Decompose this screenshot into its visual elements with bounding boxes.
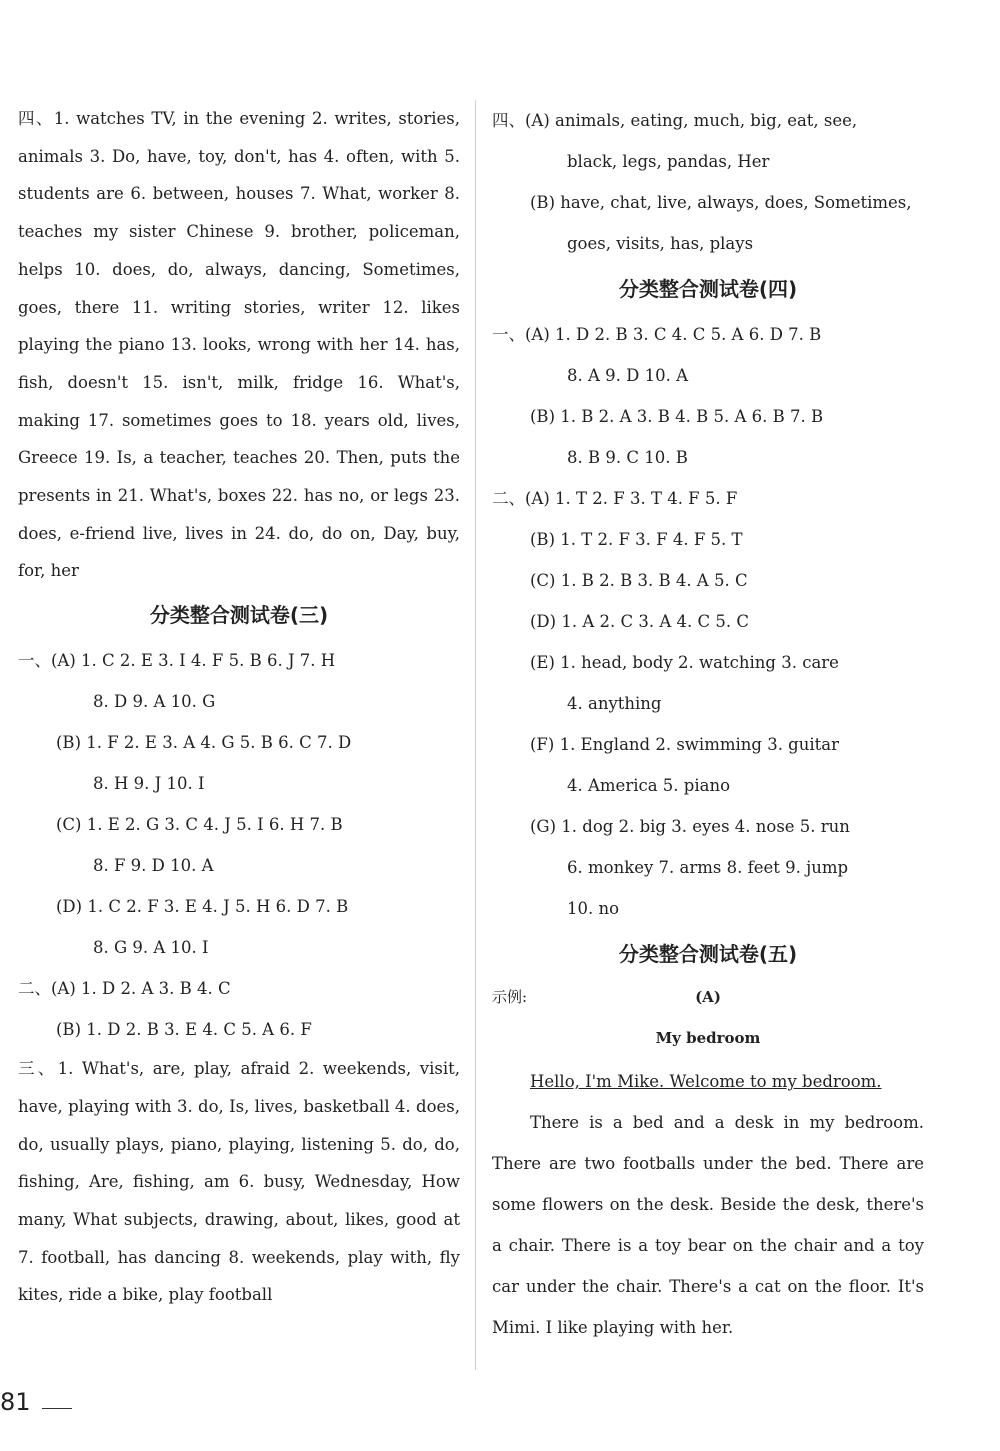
answer-line: (E) 1. head, body 2. watching 3. care (530, 653, 839, 672)
test-heading-3: 分类整合测试卷(三) (149, 603, 329, 628)
answer-line: 6. monkey 7. arms 8. feet 9. jump (567, 858, 849, 877)
answer-line: (C) 1. B 2. B 3. B 4. A 5. C (530, 571, 748, 590)
answer-line: 二、(A) 1. T 2. F 3. T 4. F 5. F (492, 489, 738, 508)
page-footer (0, 1388, 31, 1416)
page-number: 81 (0, 1388, 31, 1416)
test-heading-4: 分类整合测试卷(四) (618, 277, 798, 301)
answer-line: 二、(A) 1. D 2. A 3. B 4. C (18, 979, 231, 999)
answer-line: (B) have, chat, live, always, does, Sometimes, (530, 193, 912, 212)
section-1-2-answers (18, 640, 460, 1050)
answer-line: (F) 1. England 2. swimming 3. guitar (530, 735, 840, 754)
answer-line: (B) 1. B 2. A 3. B 4. B 5. A 6. B 7. B (530, 407, 824, 426)
answer-line: 8. A 9. D 10. A (567, 366, 689, 385)
section-3-answers: 三、1. What's, are, play, afraid 2. weekends, visit, have, playing with 3. do, Is, lives, basketball 4. does, do, usually plays, piano, playing, listening 5. do, do, fishing, Are, fishing, am 6. busy, Wednesday, How many, What subjects, drawing, about, likes, good at 7. football, has dancing 8. weekends, play with, fly kites, ride a bike, play football (18, 1059, 460, 1305)
answer-line: 8. F 9. D 10. A (93, 856, 214, 876)
section-4-answers: 四、1. watches TV, in the evening 2. writes, stories, animals 3. Do, have, toy, don't, has 4. often, with 5. students are 6. between, houses 7. What, worker 8. teaches my sister Chinese 9. brother, policeman, helps 10. does, do, always, dancing, Sometimes, goes, there 11. writing stories, writer 12. likes playing the piano 13. looks, wrong with her 14. has, fish, doesn't 15. isn't, milk, fridge 16. What's, making 17. sometimes goes to 18. years old, lives, Greece 19. Is, a teacher, teaches 20. Then, puts the presents in 21. What's, boxes 22. has no, or legs 23. does, e-friend live, lives in 24. do, do on, Day, buy, for, her (18, 109, 460, 581)
answer-line: 8. D 9. A 10. G (93, 692, 216, 712)
test-4-answers (492, 314, 924, 929)
answer-line: 8. G 9. A 10. I (93, 938, 209, 958)
example-label: 示例: (492, 988, 528, 1006)
answer-line: 8. H 9. J 10. I (93, 774, 205, 794)
right-column (492, 100, 924, 1348)
section-4-answers-right (492, 100, 924, 264)
answer-line: (B) 1. D 2. B 3. E 4. C 5. A 6. F (56, 1020, 312, 1040)
answer-line: (D) 1. A 2. C 3. A 4. C 5. C (530, 612, 749, 631)
example-row (492, 979, 924, 1015)
answer-line: 四、(A) animals, eating, much, big, eat, see, (492, 111, 858, 130)
answer-line: (D) 1. C 2. F 3. E 4. J 5. H 6. D 7. B (56, 897, 349, 917)
essay-title: My bedroom (655, 1029, 761, 1047)
answer-line: 4. America 5. piano (567, 776, 731, 795)
watermark-logo (790, 1372, 980, 1444)
answer-line: goes, visits, has, plays (567, 234, 754, 253)
answer-line: (B) 1. T 2. F 3. F 4. F 5. T (530, 530, 743, 549)
answer-line: 10. no (567, 899, 620, 918)
answer-line: black, legs, pandas, Her (567, 152, 770, 171)
test-heading-5: 分类整合测试卷(五) (618, 942, 798, 966)
essay-body: There is a bed and a desk in my bedroom. There are two footballs under the bed. There are some flowers on the desk. Beside the desk, there's a chair. There is a toy bear on the chair and a toy car under the chair. There's a cat on the floor. It's Mimi. I like playing with her. (492, 1113, 924, 1337)
answer-line: (C) 1. E 2. G 3. C 4. J 5. I 6. H 7. B (56, 815, 343, 835)
answer-line: 8. B 9. C 10. B (567, 448, 688, 467)
answer-line: 一、(A) 1. D 2. B 3. C 4. C 5. A 6. D 7. B (492, 325, 822, 344)
answer-line: 一、(A) 1. C 2. E 3. I 4. F 5. B 6. J 7. H (18, 651, 336, 671)
essay-first-line: Hello, I'm Mike. Welcome to my bedroom. (530, 1072, 882, 1091)
answer-line: (G) 1. dog 2. big 3. eyes 4. nose 5. run (530, 817, 850, 836)
answer-line: (B) 1. F 2. E 3. A 4. G 5. B 6. C 7. D (56, 733, 352, 753)
answer-line: 4. anything (567, 694, 662, 713)
footer-dash (42, 1408, 72, 1409)
column-divider (475, 100, 476, 1370)
example-sub-label: (A) (695, 988, 721, 1006)
left-column (18, 100, 460, 1314)
